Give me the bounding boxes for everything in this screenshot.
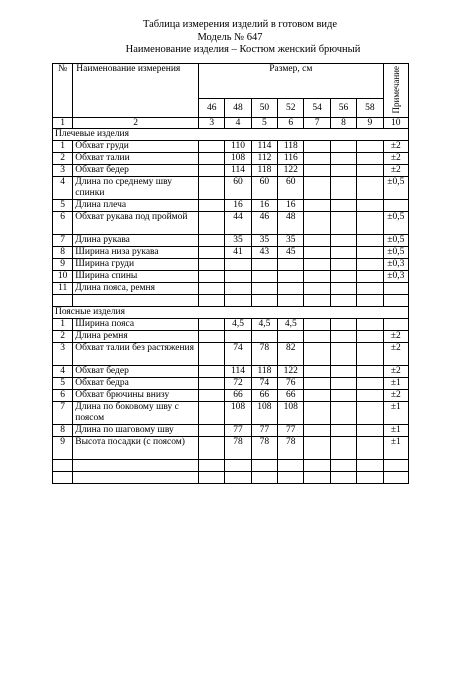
table-row [53, 437, 409, 460]
size-value [330, 343, 356, 366]
size-value [330, 259, 356, 271]
size-value [304, 425, 330, 437]
header-num: № [53, 64, 73, 118]
size-value [330, 319, 356, 331]
size-value [199, 378, 225, 390]
size-value [278, 283, 304, 295]
model-number: Модель № 647 [197, 31, 263, 43]
size-value [225, 271, 251, 283]
blank-cell [251, 460, 277, 472]
blank-row [53, 295, 409, 307]
row-number: 8 [53, 247, 73, 259]
measurement-name: Обхват талии без растяжения [73, 343, 199, 366]
tolerance-note: ±2 [383, 366, 408, 378]
size-value [304, 235, 330, 247]
section-row [53, 307, 409, 319]
product-name: Наименование изделия – Костюм женский брючный [125, 44, 361, 55]
measurement-name: Длина пояса, ремня [73, 283, 199, 295]
size-value [357, 153, 383, 165]
blank-cell [330, 472, 356, 484]
measurement-name: Обхват рукава под проймой [73, 212, 199, 235]
tolerance-note: ±1 [383, 437, 408, 460]
size-value [278, 271, 304, 283]
size-value [304, 331, 330, 343]
blank-row [53, 460, 409, 472]
size-value: 114 [225, 366, 251, 378]
size-value: 108 [225, 153, 251, 165]
size-value: 77 [251, 425, 277, 437]
tolerance-note [383, 319, 408, 331]
size-value [330, 153, 356, 165]
measurement-name: Длина по боковому шву с поясом [73, 402, 199, 425]
document-title-block [0, 19, 460, 57]
blank-cell [357, 472, 383, 484]
size-value: 78 [225, 437, 251, 460]
size-value: 82 [278, 343, 304, 366]
size-value: 4,5 [278, 319, 304, 331]
size-value [304, 259, 330, 271]
size-value: 16 [225, 200, 251, 212]
size-value [357, 390, 383, 402]
size-value [304, 141, 330, 153]
size-value [357, 165, 383, 177]
size-value [330, 425, 356, 437]
size-value: 4,5 [251, 319, 277, 331]
size-value: 72 [225, 378, 251, 390]
size-value [278, 331, 304, 343]
blank-cell [225, 295, 251, 307]
size-value: 60 [278, 177, 304, 200]
column-number-cell: 2 [73, 118, 199, 129]
size-value [357, 331, 383, 343]
tolerance-note: ±2 [383, 343, 408, 366]
row-number: 9 [53, 437, 73, 460]
column-number-cell: 10 [383, 118, 408, 129]
blank-cell [304, 472, 330, 484]
size-value [199, 343, 225, 366]
size-value [251, 331, 277, 343]
blank-cell [357, 295, 383, 307]
table-row [53, 319, 409, 331]
size-value [304, 343, 330, 366]
size-value: 108 [225, 402, 251, 425]
row-number: 5 [53, 200, 73, 212]
size-value: 116 [278, 153, 304, 165]
blank-cell [304, 295, 330, 307]
table-row [53, 235, 409, 247]
size-value: 66 [278, 390, 304, 402]
table-row [53, 212, 409, 235]
size-value: 118 [251, 366, 277, 378]
row-number: 6 [53, 390, 73, 402]
size-value [330, 283, 356, 295]
measurement-name: Ширина низа рукава [73, 247, 199, 259]
blank-cell [383, 295, 408, 307]
row-number: 5 [53, 378, 73, 390]
measurement-name: Обхват груди [73, 141, 199, 153]
size-value [304, 153, 330, 165]
tolerance-note [383, 200, 408, 212]
column-number-cell: 9 [357, 118, 383, 129]
size-value: 16 [251, 200, 277, 212]
size-value [357, 425, 383, 437]
size-header-cell: 56 [330, 99, 356, 118]
blank-cell [251, 472, 277, 484]
size-value [199, 390, 225, 402]
size-value [251, 271, 277, 283]
size-value [330, 247, 356, 259]
tolerance-note: ±0,5 [383, 235, 408, 247]
table-row [53, 402, 409, 425]
tolerance-note: ±0,3 [383, 271, 408, 283]
size-value: 118 [278, 141, 304, 153]
size-value: 60 [251, 177, 277, 200]
size-value [199, 165, 225, 177]
size-value [357, 271, 383, 283]
size-value [330, 141, 356, 153]
blank-cell [304, 460, 330, 472]
tolerance-note: ±2 [383, 165, 408, 177]
measurement-name: Длина ремня [73, 331, 199, 343]
size-value: 60 [225, 177, 251, 200]
table-title: Таблица измерения изделий в готовом виде [142, 19, 338, 30]
size-value: 4,5 [225, 319, 251, 331]
size-value: 78 [251, 343, 277, 366]
size-value [357, 366, 383, 378]
size-value [199, 212, 225, 235]
size-value: 43 [251, 247, 277, 259]
size-value [357, 200, 383, 212]
blank-cell [53, 460, 73, 472]
size-value [225, 331, 251, 343]
column-number-cell: 4 [225, 118, 251, 129]
row-number: 3 [53, 165, 73, 177]
row-number: 8 [53, 425, 73, 437]
table-row [53, 390, 409, 402]
row-number: 9 [53, 259, 73, 271]
size-value [357, 235, 383, 247]
size-value [199, 247, 225, 259]
measurement-name: Длина плеча [73, 200, 199, 212]
size-value: 16 [278, 200, 304, 212]
row-number: 2 [53, 331, 73, 343]
size-value [304, 283, 330, 295]
size-value [330, 366, 356, 378]
size-value [304, 200, 330, 212]
size-value: 122 [278, 366, 304, 378]
size-value [304, 378, 330, 390]
table-row [53, 165, 409, 177]
size-value: 78 [251, 437, 277, 460]
tolerance-note: ±1 [383, 425, 408, 437]
size-value: 114 [225, 165, 251, 177]
size-value [251, 259, 277, 271]
blank-cell [199, 472, 225, 484]
measurement-name: Обхват талии [73, 153, 199, 165]
size-value: 77 [225, 425, 251, 437]
row-number: 7 [53, 235, 73, 247]
size-value: 35 [251, 235, 277, 247]
size-value: 118 [251, 165, 277, 177]
size-value [199, 425, 225, 437]
size-header-cell: 52 [278, 99, 304, 118]
tolerance-note: ±2 [383, 153, 408, 165]
tolerance-note: ±1 [383, 378, 408, 390]
row-number: 10 [53, 271, 73, 283]
header-note [383, 64, 408, 118]
header-name: Наименование измерения [73, 64, 199, 118]
measurement-name: Ширина груди [73, 259, 199, 271]
blank-cell [330, 460, 356, 472]
size-value: 114 [251, 141, 277, 153]
tolerance-note: ±0,5 [383, 247, 408, 259]
size-value [357, 212, 383, 235]
table-row [53, 141, 409, 153]
size-value: 77 [278, 425, 304, 437]
size-value [199, 271, 225, 283]
measurement-name: Высота посадки (с поясом) [73, 437, 199, 460]
table-row [53, 331, 409, 343]
size-value: 35 [278, 235, 304, 247]
blank-cell [53, 472, 73, 484]
measurement-name: Обхват бедра [73, 378, 199, 390]
size-value [225, 283, 251, 295]
section-title: Поясные изделия [53, 307, 409, 319]
tolerance-note: ±0,5 [383, 212, 408, 235]
size-value: 45 [278, 247, 304, 259]
size-value [357, 247, 383, 259]
column-number-cell: 5 [251, 118, 277, 129]
size-value [357, 437, 383, 460]
tolerance-note: ±0,3 [383, 259, 408, 271]
tolerance-note: ±2 [383, 141, 408, 153]
size-value [251, 283, 277, 295]
table-row [53, 343, 409, 366]
size-value [330, 177, 356, 200]
size-value: 78 [278, 437, 304, 460]
size-value: 76 [278, 378, 304, 390]
size-value [357, 283, 383, 295]
row-number: 4 [53, 366, 73, 378]
tolerance-note: ±2 [383, 390, 408, 402]
size-value [357, 343, 383, 366]
table-row [53, 153, 409, 165]
size-value: 110 [225, 141, 251, 153]
size-value: 112 [251, 153, 277, 165]
row-number: 1 [53, 141, 73, 153]
size-value: 108 [251, 402, 277, 425]
size-value: 66 [225, 390, 251, 402]
size-value: 74 [225, 343, 251, 366]
blank-cell [199, 295, 225, 307]
size-value [199, 319, 225, 331]
row-number: 11 [53, 283, 73, 295]
tolerance-note: ±2 [383, 331, 408, 343]
blank-cell [357, 460, 383, 472]
size-value [357, 259, 383, 271]
size-value [330, 331, 356, 343]
size-value [304, 247, 330, 259]
size-value [330, 390, 356, 402]
size-value [199, 437, 225, 460]
measurement-name: Обхват бедер [73, 165, 199, 177]
blank-cell [73, 460, 199, 472]
size-value [357, 141, 383, 153]
blank-cell [251, 295, 277, 307]
measurement-table [52, 63, 409, 484]
column-number-cell: 7 [304, 118, 330, 129]
size-value [199, 331, 225, 343]
measurement-name: Обхват бедер [73, 366, 199, 378]
size-value [330, 271, 356, 283]
size-value [330, 165, 356, 177]
table-row [53, 177, 409, 200]
blank-cell [73, 295, 199, 307]
blank-cell [53, 295, 73, 307]
measurement-name: Ширина спины [73, 271, 199, 283]
measurement-name: Обхват брючины внизу [73, 390, 199, 402]
header-size: Размер, см [199, 64, 384, 99]
size-value: 48 [278, 212, 304, 235]
blank-cell [199, 460, 225, 472]
blank-row [53, 472, 409, 484]
size-value: 44 [225, 212, 251, 235]
column-number-cell: 1 [53, 118, 73, 129]
table-row [53, 378, 409, 390]
blank-cell [383, 460, 408, 472]
size-value: 41 [225, 247, 251, 259]
size-header-cell: 54 [304, 99, 330, 118]
measurement-name: Длина рукава [73, 235, 199, 247]
header-note-label: Примечание [390, 66, 401, 114]
size-value [330, 378, 356, 390]
size-value [225, 259, 251, 271]
size-value [357, 177, 383, 200]
table-row [53, 366, 409, 378]
blank-cell [383, 472, 408, 484]
size-header-cell: 46 [199, 99, 225, 118]
size-value: 46 [251, 212, 277, 235]
size-value [199, 141, 225, 153]
tolerance-note: ±1 [383, 402, 408, 425]
column-number-cell: 3 [199, 118, 225, 129]
table-row [53, 259, 409, 271]
size-value [199, 259, 225, 271]
size-value [199, 283, 225, 295]
row-number: 3 [53, 343, 73, 366]
size-value [304, 390, 330, 402]
size-header-cell: 50 [251, 99, 277, 118]
size-value [199, 177, 225, 200]
column-number-cell: 6 [278, 118, 304, 129]
size-value [304, 319, 330, 331]
size-value [330, 437, 356, 460]
table-row [53, 200, 409, 212]
size-value [199, 366, 225, 378]
size-value [330, 235, 356, 247]
size-value [304, 271, 330, 283]
size-value [304, 165, 330, 177]
size-value [199, 235, 225, 247]
measurement-name: Длина по шаговому шву [73, 425, 199, 437]
size-value [304, 402, 330, 425]
size-value [304, 366, 330, 378]
row-number: 7 [53, 402, 73, 425]
size-value [304, 212, 330, 235]
size-value: 122 [278, 165, 304, 177]
size-value [357, 402, 383, 425]
table-row [53, 247, 409, 259]
tolerance-note: ±0,5 [383, 177, 408, 200]
size-value [330, 212, 356, 235]
size-value [304, 437, 330, 460]
measurement-name: Длина по среднему шву спинки [73, 177, 199, 200]
blank-cell [73, 472, 199, 484]
size-value [199, 402, 225, 425]
size-value: 35 [225, 235, 251, 247]
size-value [304, 177, 330, 200]
size-value: 74 [251, 378, 277, 390]
blank-cell [278, 460, 304, 472]
section-title: Плечевые изделия [53, 129, 409, 141]
row-number: 1 [53, 319, 73, 331]
blank-cell [278, 472, 304, 484]
blank-cell [330, 295, 356, 307]
size-header-cell: 48 [225, 99, 251, 118]
blank-cell [225, 460, 251, 472]
size-value [278, 259, 304, 271]
blank-cell [225, 472, 251, 484]
size-value [199, 153, 225, 165]
table-row [53, 425, 409, 437]
table-row [53, 271, 409, 283]
size-value [357, 319, 383, 331]
size-header-cell: 58 [357, 99, 383, 118]
size-value [357, 378, 383, 390]
size-value [330, 200, 356, 212]
row-number: 2 [53, 153, 73, 165]
blank-cell [278, 295, 304, 307]
size-value: 108 [278, 402, 304, 425]
measurement-name: Ширина пояса [73, 319, 199, 331]
column-number-cell: 8 [330, 118, 356, 129]
table-row [53, 283, 409, 295]
size-value [199, 200, 225, 212]
tolerance-note [383, 283, 408, 295]
size-value [330, 402, 356, 425]
row-number: 4 [53, 177, 73, 200]
row-number: 6 [53, 212, 73, 235]
size-value: 66 [251, 390, 277, 402]
section-row [53, 129, 409, 141]
